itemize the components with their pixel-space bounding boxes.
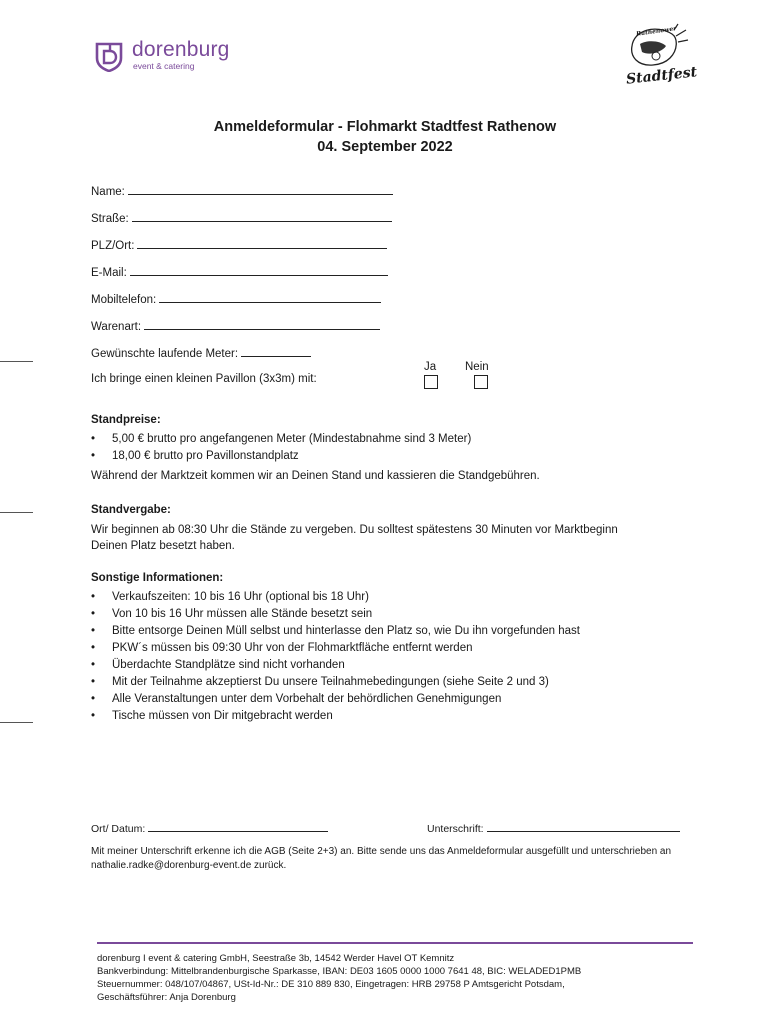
footer-bank: Bankverbindung: Mittelbrandenburgische Sparkasse, IBAN: DE03 1605 0000 1000 7641 48, BIC: WELADED1PMB	[97, 966, 582, 977]
badge-top-text: Rathenower	[635, 25, 677, 38]
nein-label: Nein	[465, 361, 489, 373]
meter-label: Gewünschte laufende Meter:	[91, 348, 239, 360]
dorenburg-logo-icon	[94, 40, 124, 72]
standvergabe-heading: Standvergabe:	[91, 504, 171, 516]
signature-note: Mit meiner Unterschrift erkenne ich die AGB (Seite 2+3) an. Bitte sende uns das Anmeldeformular ausgefüllt und unterschrieben an nathalie.radke@dorenburg-event.de zurück.	[91, 846, 672, 871]
email-field[interactable]	[91, 265, 388, 279]
fold-mark-top	[0, 361, 33, 362]
mobil-label: Mobiltelefon:	[91, 294, 157, 306]
nein-checkbox[interactable]	[474, 375, 488, 389]
warenart-field[interactable]	[91, 319, 380, 333]
list-item: • Bitte entsorge Deinen Müll selbst und hinterlasse den Platz so, wie Du ihn vorgefunden hast	[91, 623, 580, 640]
warenart-input-line[interactable]	[144, 319, 380, 330]
mobil-field[interactable]	[91, 292, 381, 306]
badge-main-text: Stadtfest	[625, 64, 698, 88]
fold-mark-bottom	[0, 722, 33, 723]
list-item: • 18,00 € brutto pro Pavillonstandplatz	[91, 448, 471, 465]
list-item: • Überdachte Standplätze sind nicht vorhanden	[91, 657, 580, 674]
pavillon-label: Ich bringe einen kleinen Pavillon (3x3m) mit:	[91, 373, 317, 385]
footer-tax: Steuernummer: 048/107/04867, USt-Id-Nr.: DE 310 889 830, Eingetragen: HRB 29758 P Amtsgericht Potsdam,	[97, 979, 565, 990]
footer-divider	[97, 942, 693, 944]
plz-ort-field[interactable]	[91, 238, 387, 252]
plz-ort-input-line[interactable]	[137, 238, 387, 249]
sonstige-heading: Sonstige Informationen:	[91, 572, 224, 584]
standpreise-list	[91, 431, 471, 465]
company-logo	[94, 40, 244, 74]
fold-mark-middle	[0, 512, 33, 513]
strasse-label: Straße:	[91, 213, 129, 225]
document-date: 04. September 2022	[317, 139, 453, 155]
ort-datum-field[interactable]	[91, 821, 328, 835]
standvergabe-text: Wir beginnen ab 08:30 Uhr die Stände zu vergeben. Du solltest spätestens 30 Minuten vor Marktbeginn Deinen Platz besetzt haben.	[91, 524, 618, 552]
sonstige-list	[91, 589, 580, 725]
strasse-input-line[interactable]	[132, 211, 392, 222]
list-item: • Tische müssen von Dir mitgebracht werden	[91, 708, 580, 725]
meter-input-line[interactable]	[241, 346, 311, 357]
footer-company: dorenburg I event & catering GmbH, Seestraße 3b, 14542 Werder Havel OT Kemnitz	[97, 953, 455, 964]
footer-manager: Geschäftsführer: Anja Dorenburg	[97, 992, 236, 1003]
list-item: • Alle Veranstaltungen unter dem Vorbehalt der behördlichen Genehmigungen	[91, 691, 580, 708]
ort-datum-label: Ort/ Datum:	[91, 823, 146, 835]
list-item: • Verkaufszeiten: 10 bis 16 Uhr (optional bis 18 Uhr)	[91, 589, 580, 606]
unterschrift-label: Unterschrift:	[427, 823, 484, 835]
name-label: Name:	[91, 186, 125, 198]
unterschrift-input-line[interactable]	[487, 821, 680, 832]
plz-ort-label: PLZ/Ort:	[91, 240, 135, 252]
ja-checkbox[interactable]	[424, 375, 438, 389]
ja-label: Ja	[424, 361, 437, 373]
logo-tagline: event & catering	[133, 61, 195, 71]
stadtfest-badge	[616, 22, 698, 92]
strasse-field[interactable]	[91, 211, 392, 225]
email-label: E-Mail:	[91, 267, 127, 279]
mobil-input-line[interactable]	[159, 292, 381, 303]
list-item: • PKW´s müssen bis 09:30 Uhr von der Flohmarktfläche entfernt werden	[91, 640, 580, 657]
logo-brand: dorenburg	[132, 38, 230, 61]
document-title: Anmeldeformular - Flohmarkt Stadtfest Rathenow	[213, 119, 557, 135]
standpreise-note: Während der Marktzeit kommen wir an Deinen Stand und kassieren die Standgebühren.	[91, 470, 540, 482]
ort-datum-input-line[interactable]	[148, 821, 328, 832]
name-input-line[interactable]	[128, 184, 393, 195]
unterschrift-field[interactable]	[427, 821, 680, 835]
email-input-line[interactable]	[130, 265, 388, 276]
list-item: • 5,00 € brutto pro angefangenen Meter (Mindestabnahme sind 3 Meter)	[91, 431, 471, 448]
meter-field[interactable]	[91, 346, 311, 360]
standpreise-heading: Standpreise:	[91, 414, 161, 426]
name-field[interactable]	[91, 184, 393, 198]
warenart-label: Warenart:	[91, 321, 142, 333]
list-item: • Von 10 bis 16 Uhr müssen alle Stände besetzt sein	[91, 606, 580, 623]
list-item: • Mit der Teilnahme akzeptierst Du unsere Teilnahmebedingungen (siehe Seite 2 und 3)	[91, 674, 580, 691]
